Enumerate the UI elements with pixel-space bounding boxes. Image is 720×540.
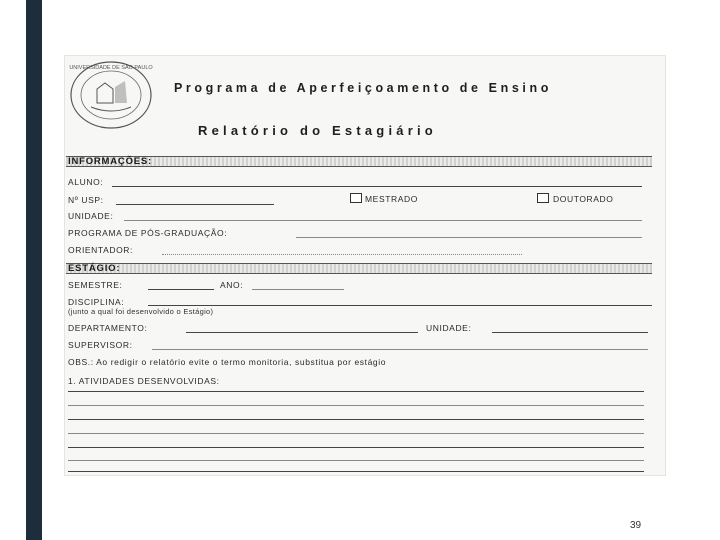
slide-page-number: 39 bbox=[630, 520, 642, 531]
atividades-label: 1. ATIVIDADES DESENVOLVIDAS: bbox=[68, 376, 220, 386]
field-programa-label: PROGRAMA DE PÓS-GRADUAÇÃO: bbox=[68, 228, 228, 238]
atividades-line-5 bbox=[68, 447, 644, 448]
field-disciplina-line bbox=[148, 305, 652, 306]
section-informacoes-label: INFORMAÇÕES: bbox=[68, 156, 153, 167]
section-estagio-label: ESTÁGIO: bbox=[68, 263, 121, 274]
mestrado-checkbox[interactable] bbox=[350, 193, 362, 203]
atividades-line-4 bbox=[68, 433, 644, 434]
field-unidade2-line bbox=[492, 332, 648, 333]
form-subtitle: Relatório do Estagiário bbox=[198, 123, 437, 138]
field-nusp-line bbox=[116, 204, 274, 205]
doutorado-checkbox[interactable] bbox=[537, 193, 549, 203]
field-aluno-label: ALUNO: bbox=[68, 177, 104, 187]
atividades-line-2 bbox=[68, 405, 644, 406]
university-seal-logo bbox=[67, 59, 155, 131]
field-semestre-label: SEMESTRE: bbox=[68, 280, 123, 290]
section-informacoes bbox=[66, 156, 652, 167]
field-unidade2-label: UNIDADE: bbox=[426, 323, 472, 333]
slide-side-bar bbox=[26, 0, 42, 540]
field-unidade-label: UNIDADE: bbox=[68, 211, 114, 221]
svg-text:UNIVERSIDADE DE SÃO PAULO: UNIVERSIDADE DE SÃO PAULO bbox=[69, 65, 153, 71]
atividades-line-7 bbox=[68, 471, 644, 472]
atividades-line-3 bbox=[68, 419, 644, 420]
field-programa-line bbox=[296, 237, 642, 238]
field-semestre-line bbox=[148, 289, 214, 290]
section-estagio bbox=[66, 263, 652, 274]
field-supervisor-label: SUPERVISOR: bbox=[68, 340, 133, 350]
field-aluno-line bbox=[112, 186, 642, 187]
field-orientador-line bbox=[162, 254, 522, 255]
form-title: Programa de Aperfeiçoamento de Ensino bbox=[174, 81, 552, 95]
field-disciplina-note: (junto a qual foi desenvolvido o Estágio) bbox=[68, 307, 214, 316]
field-unidade-line bbox=[124, 220, 642, 221]
obs-note: OBS.: Ao redigir o relatório evite o termo monitoria, substitua por estágio bbox=[68, 357, 387, 367]
field-nusp-label: Nº USP: bbox=[68, 195, 104, 205]
atividades-line-1 bbox=[68, 391, 644, 392]
field-departamento-line bbox=[186, 332, 418, 333]
field-departamento-label: DEPARTAMENTO: bbox=[68, 323, 148, 333]
field-ano-label: ANO: bbox=[220, 280, 244, 290]
scanned-form bbox=[64, 55, 666, 476]
mestrado-label: MESTRADO bbox=[365, 194, 418, 204]
doutorado-label: DOUTORADO bbox=[553, 194, 614, 204]
field-supervisor-line bbox=[152, 349, 648, 350]
atividades-line-6 bbox=[68, 460, 644, 461]
field-ano-line bbox=[252, 289, 344, 290]
field-orientador-label: ORIENTADOR: bbox=[68, 245, 134, 255]
field-disciplina-label: DISCIPLINA: bbox=[68, 297, 125, 307]
